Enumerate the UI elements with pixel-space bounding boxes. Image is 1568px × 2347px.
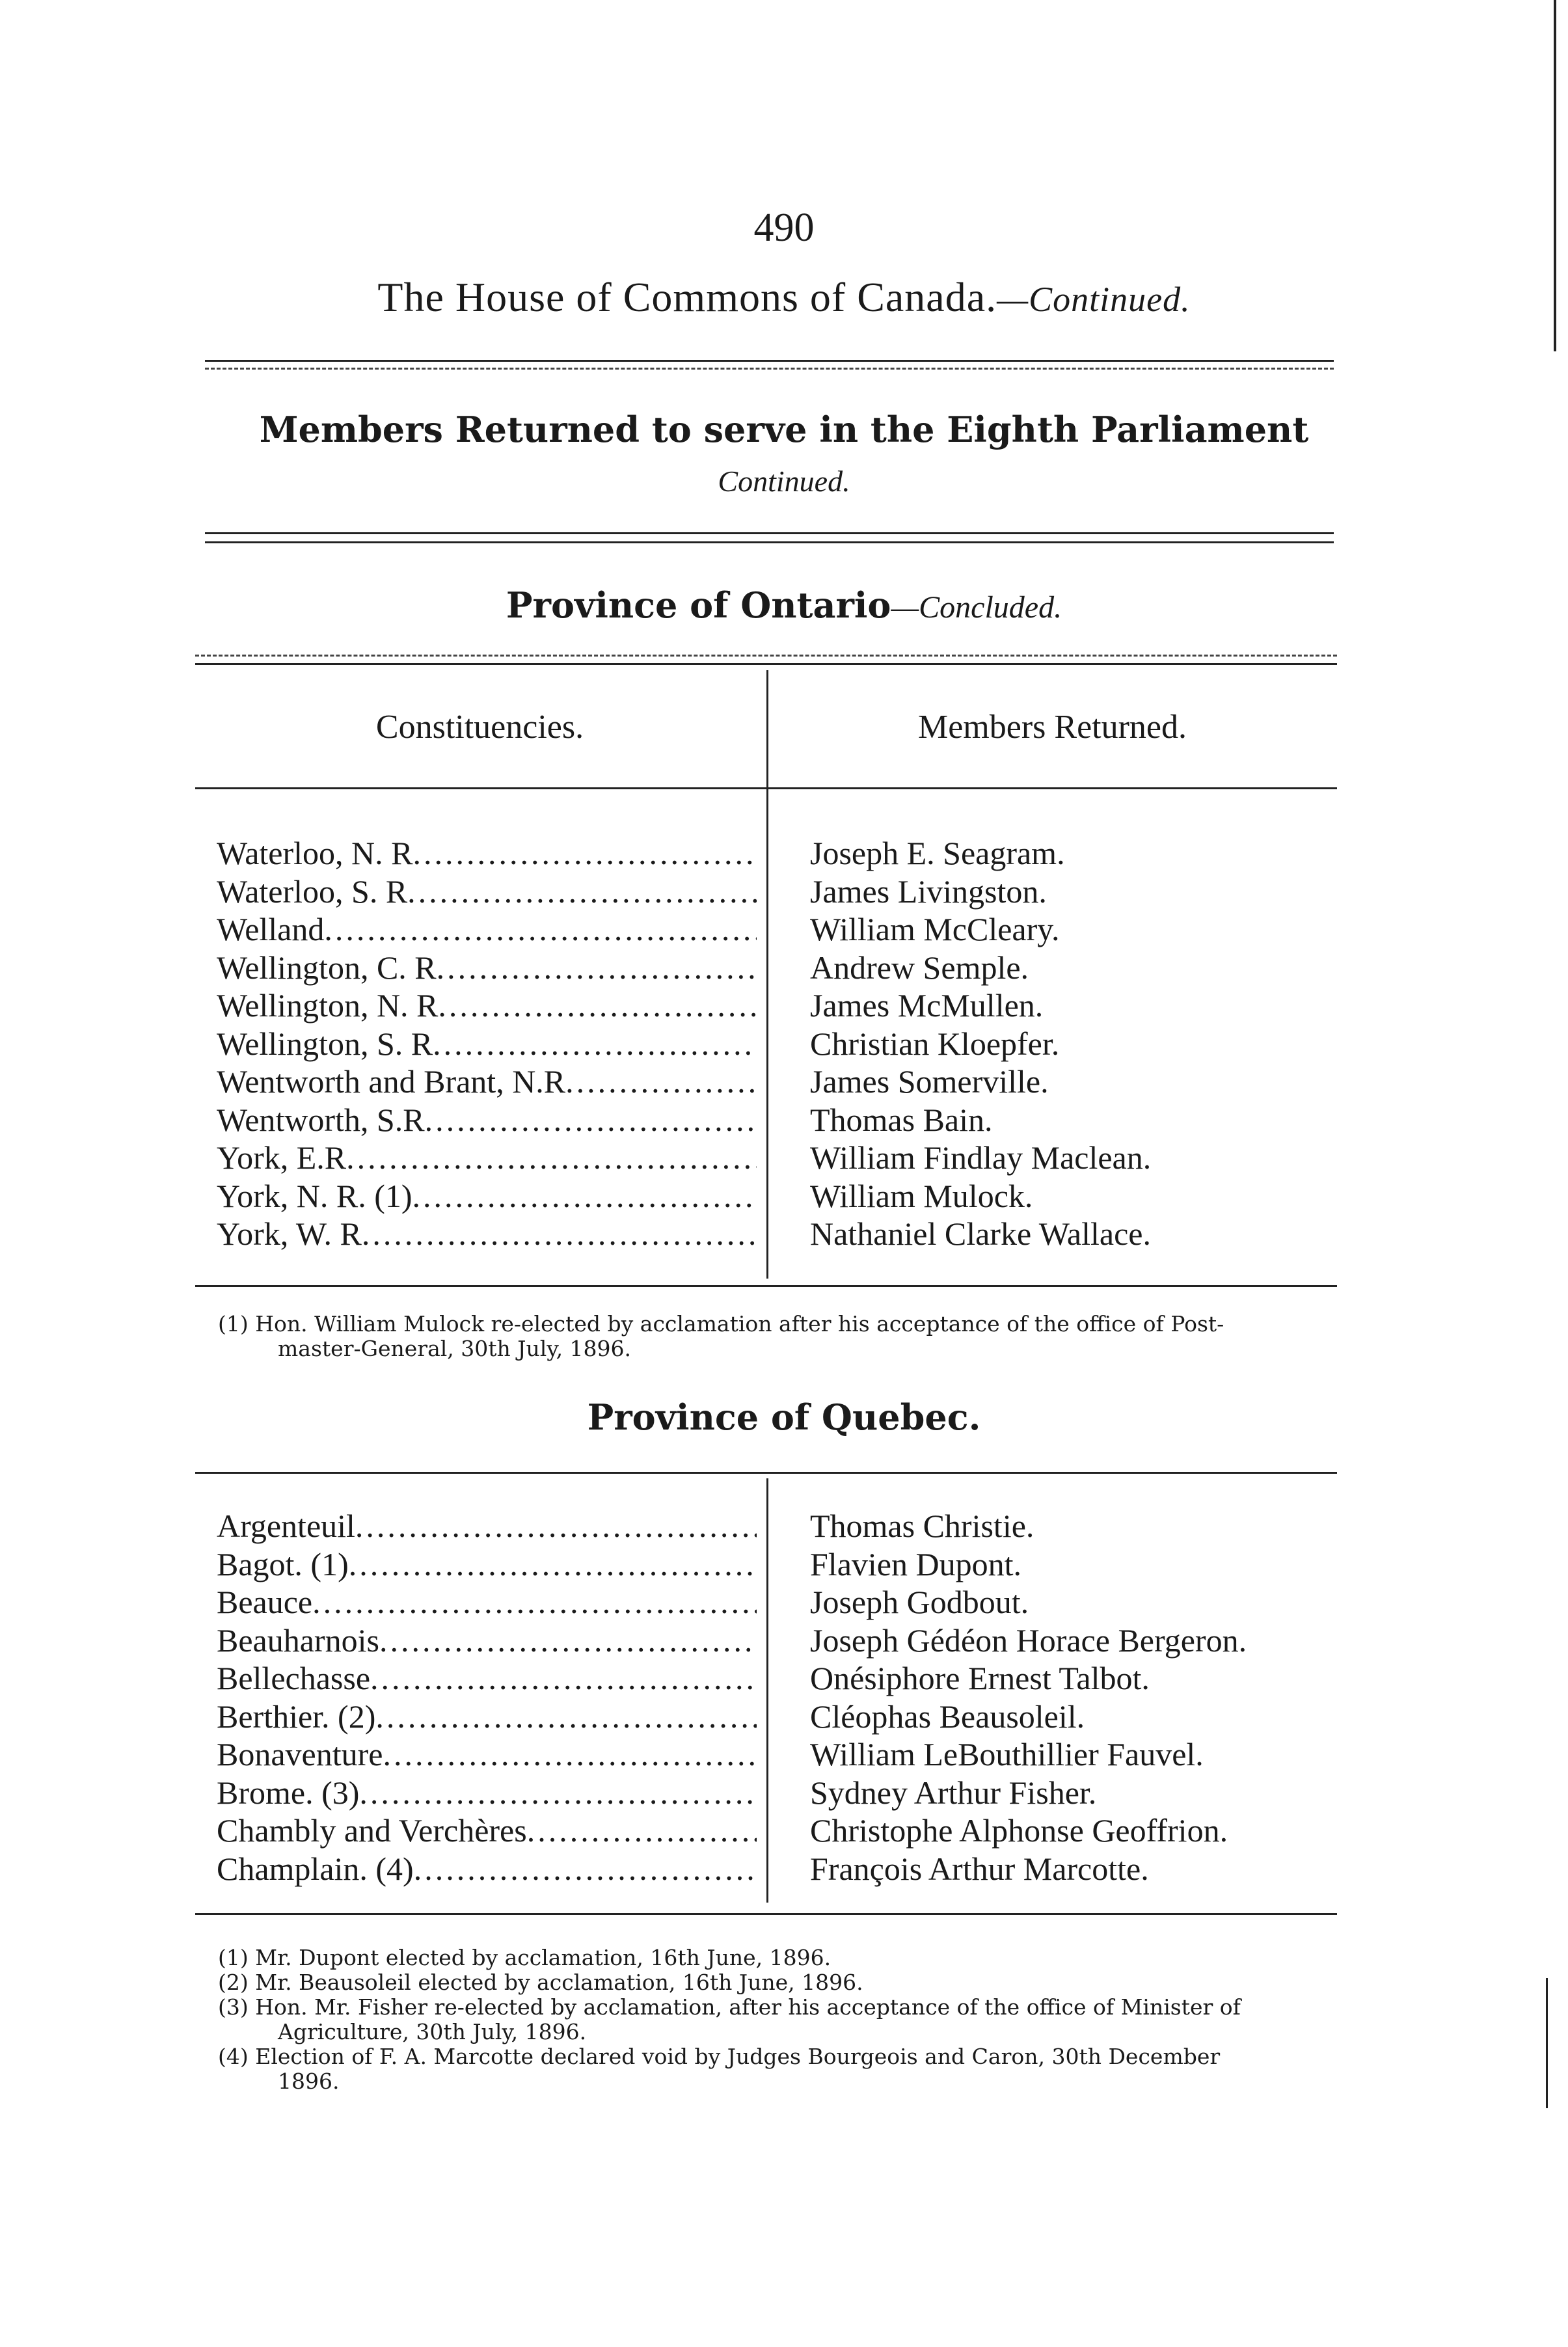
constituency-name: Waterloo, N. R [217,835,413,871]
ontario-member-list [810,834,1331,1253]
constituency-name: Wellington, N. R [217,987,439,1024]
constituency-name: Beauce [217,1584,313,1620]
list-item [217,1659,757,1698]
column-divider [766,1478,768,1903]
page-number: 490 [753,206,815,250]
leader-dots [359,1774,757,1812]
page-title-text: The House of Commons of Canada. [377,274,997,320]
member-name: Onésiphore Ernest Talbot. [810,1660,1150,1696]
leader-dots [407,873,757,911]
member-name: William McCleary. [810,911,1060,947]
member-name: James Somerville. [810,1063,1049,1100]
quebec-footnotes [218,1946,1337,2094]
footnote-text: master-General, 30th July, 1896. [278,1336,632,1361]
constituency-name: York, N. R. (1) [217,1177,412,1214]
divider [205,360,1334,362]
leader-dots [565,1063,757,1101]
leader-dots [362,1215,757,1253]
footnote-text: Agriculture, 30th July, 1896. [278,2019,587,2044]
constituency-name: Argenteuil [217,1508,355,1544]
leader-dots [438,986,757,1025]
list-item [217,1215,757,1253]
divider [205,532,1334,534]
footnote-text: (3) Hon. Mr. Fisher re-elected by acclamation, after his acceptance of the office of Minister of [218,1994,1241,2020]
constituency-name: Welland [217,911,325,947]
list-item [217,1139,757,1177]
leader-dots [349,1545,757,1584]
column-header-constituencies: Constituencies. [375,709,584,746]
ontario-constituency-list [217,834,757,1253]
scan-edge-mark [1554,0,1556,351]
scan-edge-mark [1546,1978,1548,2108]
member-name: Joseph E. Seagram. [810,835,1065,871]
leader-dots [414,1850,757,1888]
column-divider [766,670,768,1279]
section-continued: Continued. [718,465,850,498]
leader-dots [370,1659,757,1698]
member-name: Andrew Semple. [810,949,1029,986]
list-item [217,1177,757,1215]
quebec-member-list [810,1507,1337,1888]
footnote-text: (1) Hon. William Mulock re-elected by acclamation after his acceptance of the office of Post- [218,1311,1224,1336]
footnote-text: 1896. [278,2069,340,2094]
section-title: Members Returned to serve in the Eighth Parliament [259,409,1309,450]
constituency-name: Brome. (3) [217,1774,360,1811]
ontario-footnote [218,1312,1337,1361]
member-name: François Arthur Marcotte. [810,1850,1149,1887]
constituency-name: Waterloo, S. R [217,873,408,910]
page-title [0,273,1568,321]
constituency-name: Wentworth, S.R [217,1101,425,1138]
list-item [217,1850,757,1888]
leader-dots [379,1621,757,1660]
ontario-continued: —Concluded. [891,590,1062,625]
constituency-name: Champlain. (4) [217,1850,414,1887]
member-name: Christian Kloepfer. [810,1025,1060,1062]
member-name: Thomas Bain. [810,1101,993,1138]
constituency-name: Wentworth and Brant, N.R [217,1063,566,1100]
member-name: Joseph Godbout. [810,1584,1029,1620]
leader-dots [412,1177,757,1215]
footnote-text: (4) Election of F. A. Marcotte declared void by Judges Bourgeois and Caron, 30th December [218,2044,1221,2069]
quebec-heading: Province of Quebec. [587,1396,981,1438]
member-name: Joseph Gédéon Horace Bergeron. [810,1621,1247,1659]
member-name: Nathaniel Clarke Wallace. [810,1215,1151,1252]
divider [195,655,1337,657]
list-item [217,1621,757,1660]
list-item [217,834,757,873]
divider [195,787,1337,789]
divider [195,663,1337,665]
ontario-title: Province of Ontario [506,584,891,626]
list-item [217,1698,757,1736]
member-name: William Findlay Maclean. [810,1139,1152,1176]
constituency-name: Bellechasse [217,1660,371,1696]
list-item [217,873,757,911]
divider [205,541,1334,543]
leader-dots [346,1139,757,1177]
leader-dots [527,1811,757,1850]
constituency-name: Wellington, C. R [217,949,437,986]
ontario-heading [0,584,1568,626]
member-name: Flavien Dupont. [810,1545,1021,1582]
member-name: James Livingston. [810,873,1047,910]
list-item [217,1583,757,1621]
list-item [217,986,757,1025]
list-item [217,1507,757,1545]
constituency-name: Chambly and Verchères [217,1812,527,1849]
list-item [217,1545,757,1584]
leader-dots [312,1583,757,1621]
quebec-constituency-list [217,1507,757,1888]
member-name: Cléophas Beausoleil. [810,1698,1085,1735]
constituency-name: Wellington, S. R [217,1025,433,1062]
list-item [217,1735,757,1774]
member-name: Christophe Alphonse Geoffrion. [810,1812,1228,1849]
divider [195,1472,1337,1474]
divider [195,1913,1337,1915]
leader-dots [437,949,757,987]
page-title-continued: —Continued. [997,280,1191,319]
leader-dots [355,1507,757,1545]
footnote-text: (2) Mr. Beausoleil elected by acclamation, 16th June, 1896. [218,1970,863,1995]
member-name: James McMullen. [810,987,1044,1024]
constituency-name: York, W. R [217,1215,362,1252]
divider [205,368,1334,370]
list-item [217,910,757,949]
list-item [217,1811,757,1850]
list-item [217,949,757,987]
leader-dots [425,1101,757,1139]
list-item [217,1025,757,1063]
constituency-name: Beauharnois [217,1621,379,1659]
divider [195,1285,1337,1287]
list-item [217,1063,757,1101]
constituency-name: Bonaventure [217,1736,383,1772]
list-item [217,1774,757,1812]
column-header-members: Members Returned. [917,709,1187,746]
member-name: Thomas Christie. [810,1508,1034,1544]
footnote-text: (1) Mr. Dupont elected by acclamation, 16th June, 1896. [218,1945,831,1970]
leader-dots [383,1735,757,1774]
constituency-name: Bagot. (1) [217,1545,349,1582]
member-name: William Mulock. [810,1177,1033,1214]
leader-dots [375,1698,757,1736]
list-item [217,1101,757,1139]
member-name: Sydney Arthur Fisher. [810,1774,1097,1811]
member-name: William LeBouthillier Fauvel. [810,1736,1204,1772]
constituency-name: York, E.R [217,1139,347,1176]
leader-dots [324,910,757,949]
leader-dots [412,834,757,873]
leader-dots [433,1025,757,1063]
constituency-name: Berthier. (2) [217,1698,376,1735]
